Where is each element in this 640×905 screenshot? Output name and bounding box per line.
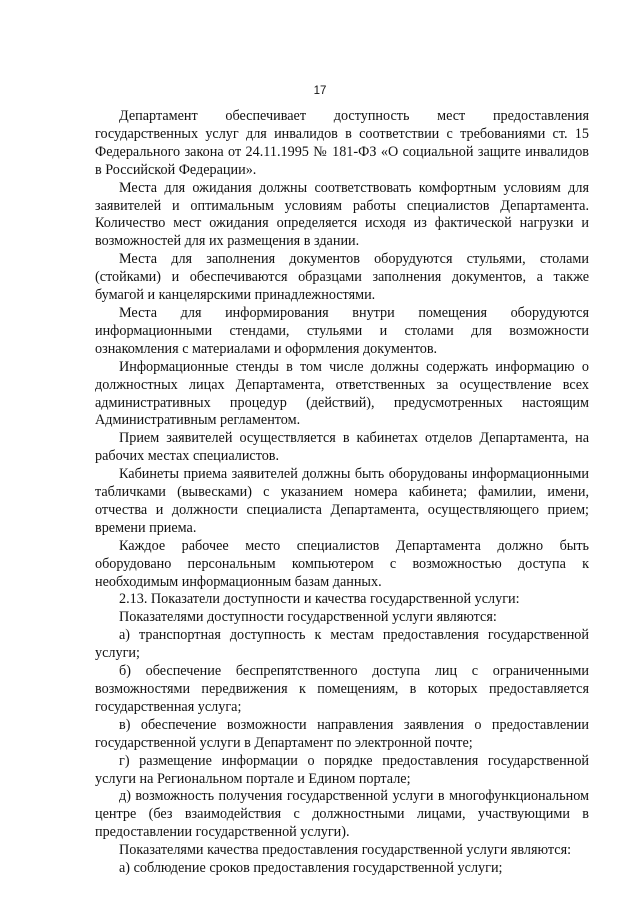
list-item-d-portal-info: г) размещение информации о порядке предоставления государственной услуги на Региональном портале и Едином портале;	[95, 752, 589, 787]
paragraph-office-signage: Кабинеты приема заявителей должны быть оборудованы информационными табличками (вывесками) с указанием номера кабинета; фамилии, имени, отчества и должности специалиста Департамента, осуществляющего прием; времени приема.	[95, 466, 589, 536]
paragraph-waiting-areas: Места для ожидания должны соответствовать комфортным условиям для заявителей и оптимальным условиям работы специалистов Департамента. Количество мест ожидания определяется исходя из фактической нагрузки и возможностей для их размещения в здании.	[95, 179, 589, 250]
section-heading-2-13: 2.13. Показатели доступности и качества государственной услуги:	[119, 591, 520, 608]
list-item-b-barrier-free: б) обеспечение беспрепятственного доступа лиц с ограниченными возможностями передвижения к помещениям, в которых предоставляется государственная услуга;	[95, 663, 589, 715]
list-item-c-email: в) обеспечение возможности направления заявления о предоставлении государственной услуги в Департамент по электронной почте;	[95, 716, 589, 751]
list-item-a-transport: а) транспортная доступность к местам предоставления государственной услуги;	[95, 627, 589, 662]
paragraph-workplace-computers: Каждое рабочее место специалистов Департамента должно быть оборудовано персональным компьютером с возможностью доступа к необходимым информационным базам данных.	[95, 537, 589, 590]
paragraph-accessibility-law: Департамент обеспечивает доступность мест предоставления государственных услуг для инвалидов в соответствии с требованиями ст. 15 Федерального закона от 24.11.1995 № 181-ФЗ «О социальной защите инвалидов в Российской Федерации».	[95, 108, 589, 178]
page-number: 17	[313, 85, 327, 97]
list-item-a-deadlines: а) соблюдение сроков предоставления государственной услуги;	[119, 860, 503, 877]
paragraph-quality-indicators-intro: Показателями качества предоставления государственной услуги являются:	[119, 842, 572, 859]
paragraph-accessibility-indicators-intro: Показателями доступности государственной услуги являются:	[119, 609, 497, 626]
paragraph-document-filling-areas: Места для заполнения документов оборудуются стульями, столами (стойками) и обеспечиваются образцами заполнения документов, а также бумагой и канцелярскими принадлежностями.	[95, 251, 589, 304]
document-body	[95, 108, 589, 878]
paragraph-information-areas: Места для информирования внутри помещения оборудуются информационными стендами, стульями и столами для возможности ознакомления с материалами и оформления документов.	[95, 304, 589, 357]
paragraph-information-stands: Информационные стенды в том числе должны содержать информацию о должностных лицах Департамента, ответственных за осуществление всех административных процедур (действий), предусмотренных настоящим Административным регламентом.	[95, 358, 589, 429]
list-item-e-mfc: д) возможность получения государственной услуги в многофункциональном центре (без взаимодействия с должностными лицами, участвующими в предоставлении государственной услуги).	[95, 788, 589, 841]
paragraph-reception-offices: Прием заявителей осуществляется в кабинетах отделов Департамента, на рабочих местах специалистов.	[95, 430, 589, 465]
